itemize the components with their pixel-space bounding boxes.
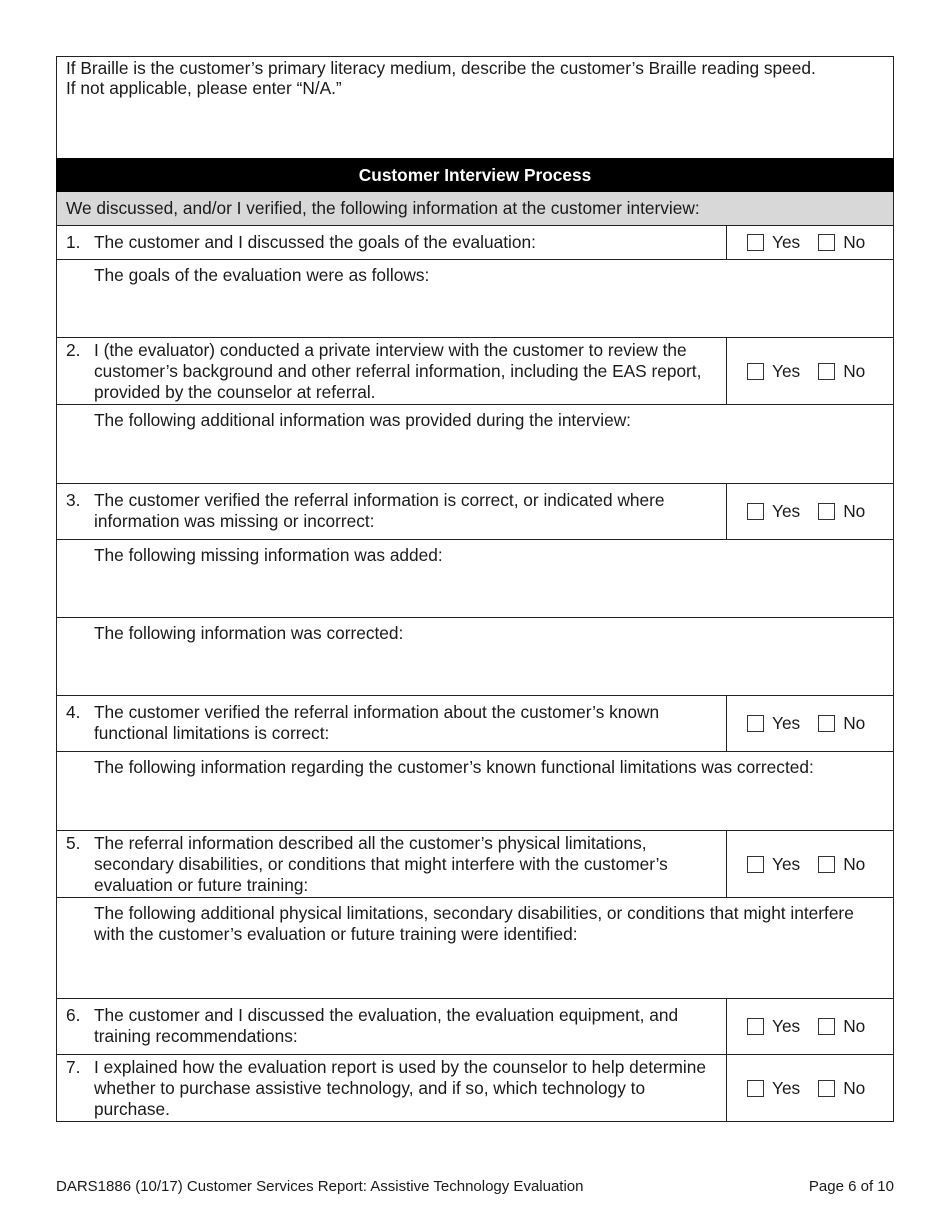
section-title: Customer Interview Process <box>56 158 894 192</box>
missing-added-label: The following missing information was added: <box>94 545 443 565</box>
goals-field[interactable] <box>56 260 894 338</box>
question-row-2 <box>56 338 894 405</box>
no-label: No <box>843 360 866 381</box>
checkbox-box[interactable] <box>747 856 764 873</box>
question-number: 1. <box>66 232 81 252</box>
yes-label: Yes <box>772 232 801 252</box>
question-row-7 <box>56 1055 894 1122</box>
no-label: No <box>843 501 866 521</box>
yes-checkbox-q6[interactable] <box>747 1016 800 1037</box>
yes-checkbox-q1[interactable] <box>747 232 800 253</box>
no-checkbox-q7[interactable] <box>818 1078 865 1099</box>
question-number: 7. <box>66 1057 81 1077</box>
no-checkbox-q1[interactable] <box>818 232 865 253</box>
checkbox-box[interactable] <box>747 715 764 732</box>
no-checkbox-q6[interactable] <box>818 1016 865 1037</box>
checkbox-box[interactable] <box>747 363 764 380</box>
yes-checkbox-q7[interactable] <box>747 1078 800 1099</box>
additional-info-label: The following additional information was provided during the interview: <box>94 410 631 430</box>
question-number: 2. <box>66 340 81 360</box>
question-number: 6. <box>66 1005 81 1025</box>
additional-limitations-field[interactable] <box>56 898 894 999</box>
question-text: I (the evaluator) conducted a private interview with the customer to review the customer’s background and other referral information, including the EAS report, provided by the counselor at referral. <box>94 340 702 402</box>
no-checkbox-q3[interactable] <box>818 501 865 522</box>
no-label: No <box>843 853 866 874</box>
question-number: 4. <box>66 702 81 722</box>
braille-prompt-line1: If Braille is the customer’s primary literacy medium, describe the customer’s Braille reading speed. <box>66 58 816 78</box>
checkbox-box[interactable] <box>818 1080 835 1097</box>
question-row-5 <box>56 831 894 898</box>
yes-label: Yes <box>772 1016 801 1036</box>
checkbox-box[interactable] <box>818 503 835 520</box>
section-intro: We discussed, and/or I verified, the following information at the customer interview: <box>56 192 894 226</box>
corrected-field[interactable] <box>56 618 894 696</box>
no-label: No <box>843 713 866 733</box>
no-checkbox-q4[interactable] <box>818 713 865 734</box>
checkbox-box[interactable] <box>818 363 835 380</box>
checkbox-box[interactable] <box>747 234 764 251</box>
checkbox-box[interactable] <box>818 234 835 251</box>
yes-label: Yes <box>772 501 801 521</box>
checkbox-box[interactable] <box>747 1080 764 1097</box>
yes-label: Yes <box>772 1077 801 1098</box>
question-row-1 <box>56 226 894 260</box>
yes-checkbox-q4[interactable] <box>747 713 800 734</box>
question-text: The customer verified the referral information about the customer’s known functional limitations is correct: <box>94 702 660 743</box>
no-label: No <box>843 1077 866 1098</box>
question-number: 5. <box>66 833 81 853</box>
missing-added-field[interactable] <box>56 540 894 618</box>
limitations-corrected-field[interactable] <box>56 752 894 831</box>
yes-label: Yes <box>772 360 801 381</box>
yes-label: Yes <box>772 853 801 874</box>
question-row-6 <box>56 999 894 1055</box>
form-page <box>56 56 894 1122</box>
additional-info-field[interactable] <box>56 405 894 484</box>
no-checkbox-q2[interactable] <box>818 361 865 382</box>
braille-prompt-line2: If not applicable, please enter “N/A.” <box>66 78 342 98</box>
question-text: The customer and I discussed the goals of the evaluation: <box>94 232 536 252</box>
limitations-corrected-label: The following information regarding the customer’s known functional limitations was corrected: <box>94 757 814 777</box>
checkbox-box[interactable] <box>818 1018 835 1035</box>
corrected-label: The following information was corrected: <box>94 623 404 643</box>
question-text: The customer verified the referral information is correct, or indicated where information was missing or incorrect: <box>94 490 665 531</box>
goals-label: The goals of the evaluation were as follows: <box>94 265 430 285</box>
checkbox-box[interactable] <box>818 856 835 873</box>
question-text: The customer and I discussed the evaluation, the evaluation equipment, and training recommendations: <box>94 1005 679 1046</box>
page-number: Page 6 of 10 <box>808 1178 894 1195</box>
no-label: No <box>843 1016 866 1036</box>
yes-checkbox-q3[interactable] <box>747 501 800 522</box>
question-number: 3. <box>66 490 81 510</box>
question-text: I explained how the evaluation report is used by the counselor to help determine whether to purchase assistive technology, and if so, which technology to purchase. <box>94 1057 706 1119</box>
yes-checkbox-q5[interactable] <box>747 854 800 875</box>
checkbox-box[interactable] <box>818 715 835 732</box>
checkbox-box[interactable] <box>747 503 764 520</box>
no-checkbox-q5[interactable] <box>818 854 865 875</box>
checkbox-box[interactable] <box>747 1018 764 1035</box>
page-footer <box>56 1178 894 1195</box>
question-text: The referral information described all the customer’s physical limitations, secondary disabilities, or conditions that might interfere with the customer’s evaluation or future training: <box>94 833 668 895</box>
yes-checkbox-q2[interactable] <box>747 361 800 382</box>
yes-label: Yes <box>772 713 801 733</box>
additional-limitations-label: The following additional physical limitations, secondary disabilities, or conditions that might interfere with the customer’s evaluation or future training were identified: <box>94 903 854 944</box>
braille-speed-field[interactable] <box>56 56 894 158</box>
question-row-3 <box>56 484 894 540</box>
no-label: No <box>843 232 866 252</box>
question-row-4 <box>56 696 894 752</box>
form-identifier: DARS1886 (10/17) Customer Services Report: Assistive Technology Evaluation <box>56 1178 584 1195</box>
